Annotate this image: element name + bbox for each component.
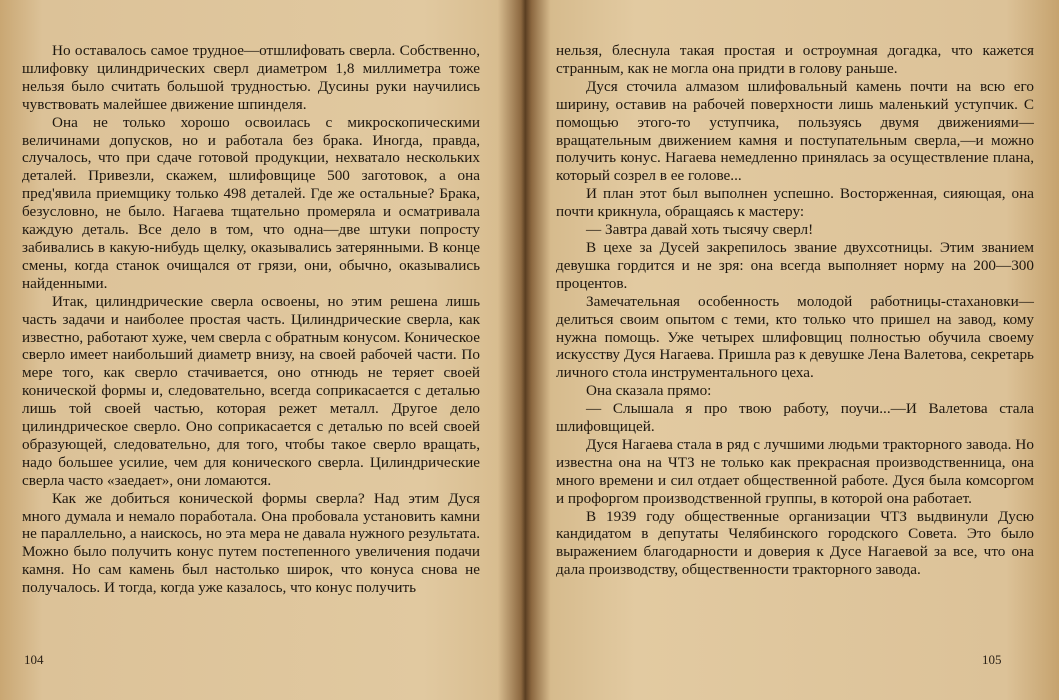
paragraph: Но оставалось самое трудное—отшлифовать сверла. Собственно, шлифовку цилиндрических сверл диаметром 1,8 миллиметра тоже нельзя было считать большой трудностью. Дусины руки научились чувствовать малейшее движение шпинделя. xyxy=(22,42,480,113)
paragraph: И план этот был выполнен успешно. Восторженная, сияющая, она почти крикнула, обращаясь к мастеру: xyxy=(556,185,1034,221)
paragraph: Как же добиться конической формы сверла? Над этим Дуся много думала и немало поработала. Она пробовала установить камни не параллельно, а наискось, но эта мера не давала нужного результата. Можно было получить конус путем постепенного увеличения подачи камня. Но сам камень был настолько широк, что конуса снова не получалось. И тогда, когда уже казалось, что конус получить xyxy=(22,489,480,597)
page-number-right: 105 xyxy=(982,652,1002,667)
paragraph: В цехе за Дусей закрепилось звание двухсотницы. Этим званием девушка гордится и не зря: она всегда выполняет норму на 200—300 процентов. xyxy=(556,238,1034,292)
right-page-text xyxy=(556,42,1034,579)
paragraph: Итак, цилиндрические сверла освоены, но этим решена лишь часть задачи и наиболее простая часть. Цилиндрические сверла, как известно, работают хуже, чем сверла с обратным конусом. Коническое сверло имеет наибольший диаметр внизу, на своей рабочей части. По мере того, как сверло стачивается, оно отнюдь не теряет своей конической формы и, следовательно, всегда соприкасается с деталью лишь той своей частью, которая режет металл. Другое дело цилиндрическое сверло. Оно соприкасается с деталью по всей своей образующей, следовательно, для того, чтобы такое сверло вращать, надо большее усилие, чем для конического сверла. Цилиндрические сверла часто «заедает», они ломаются. xyxy=(22,292,480,489)
paragraph: — Завтра давай хоть тысячу сверл! xyxy=(586,221,814,239)
paragraph: нельзя, блеснула такая простая и остроумная догадка, что кажется странным, как не могла она придти в голову раньше. xyxy=(556,42,1034,77)
paragraph: Дуся Нагаева стала в ряд с лучшими людьми тракторного завода. Но известна она на ЧТЗ не только как прекрасная производственница, она много времени и сил отдает общественной работе. Дуся была комсоргом и профоргом производственной группы, в которой она работает. xyxy=(556,435,1034,507)
paragraph: Дуся сточила алмазом шлифовальный камень почти на всю его ширину, оставив на рабочей поверхности лишь маленький уступчик. С помощью этого-то уступчика, пользуясь двумя движениями—вращательным движением камня и поступательным сверла,—и можно получить конус. Нагаева немедленно принялась за осуществление плана, который созрел в ее голове... xyxy=(556,77,1034,185)
paragraph: Она сказала прямо: xyxy=(586,382,712,400)
paragraph: В 1939 году общественные организации ЧТЗ выдвинули Дусю кандидатом в депутаты Челябинского городского Совета. Это было выражением благодарности и доверия к Дусе Нагаевой за все, что она дала производству, общественности тракторного завода. xyxy=(556,507,1034,579)
left-page xyxy=(0,0,510,700)
page-number-left: 104 xyxy=(24,652,44,667)
right-page xyxy=(526,0,1059,700)
paragraph: — Слышала я про твою работу, поучи...—И Валетова стала шлифовщицей. xyxy=(556,400,1034,436)
paragraph: Замечательная особенность молодой работницы-стахановки—делиться своим опытом с теми, кто только что пришел на завод, кому нужна помощь. Уже четырех шлифовщиц полностью обучила своему искусству Дуся Нагаева. Пришла раз к девушке Лена Валетова, секретарь личного стола инструментального цеха. xyxy=(556,292,1034,382)
paragraph: Она не только хорошо освоилась с микроскопическими величинами допусков, но и работала без брака. Иногда, правда, случалось, что при сдаче готовой продукции, нехватало нескольких деталей. Привезли, скажем, шлифовщице 500 заготовок, а она пред'явила приемщику только 498 деталей. Где же остальные? Брака, безусловно, не было. Нагаева тщательно промеряла и осматривала каждую деталь. Все дело в том, что одна—две штуки попросту забивались в какую-нибудь щелку, оказывались затерянными. В конце смены, когда станок очищался от грязи, они, обычно, оказывались найденными. xyxy=(22,113,480,292)
left-page-text xyxy=(22,42,480,597)
